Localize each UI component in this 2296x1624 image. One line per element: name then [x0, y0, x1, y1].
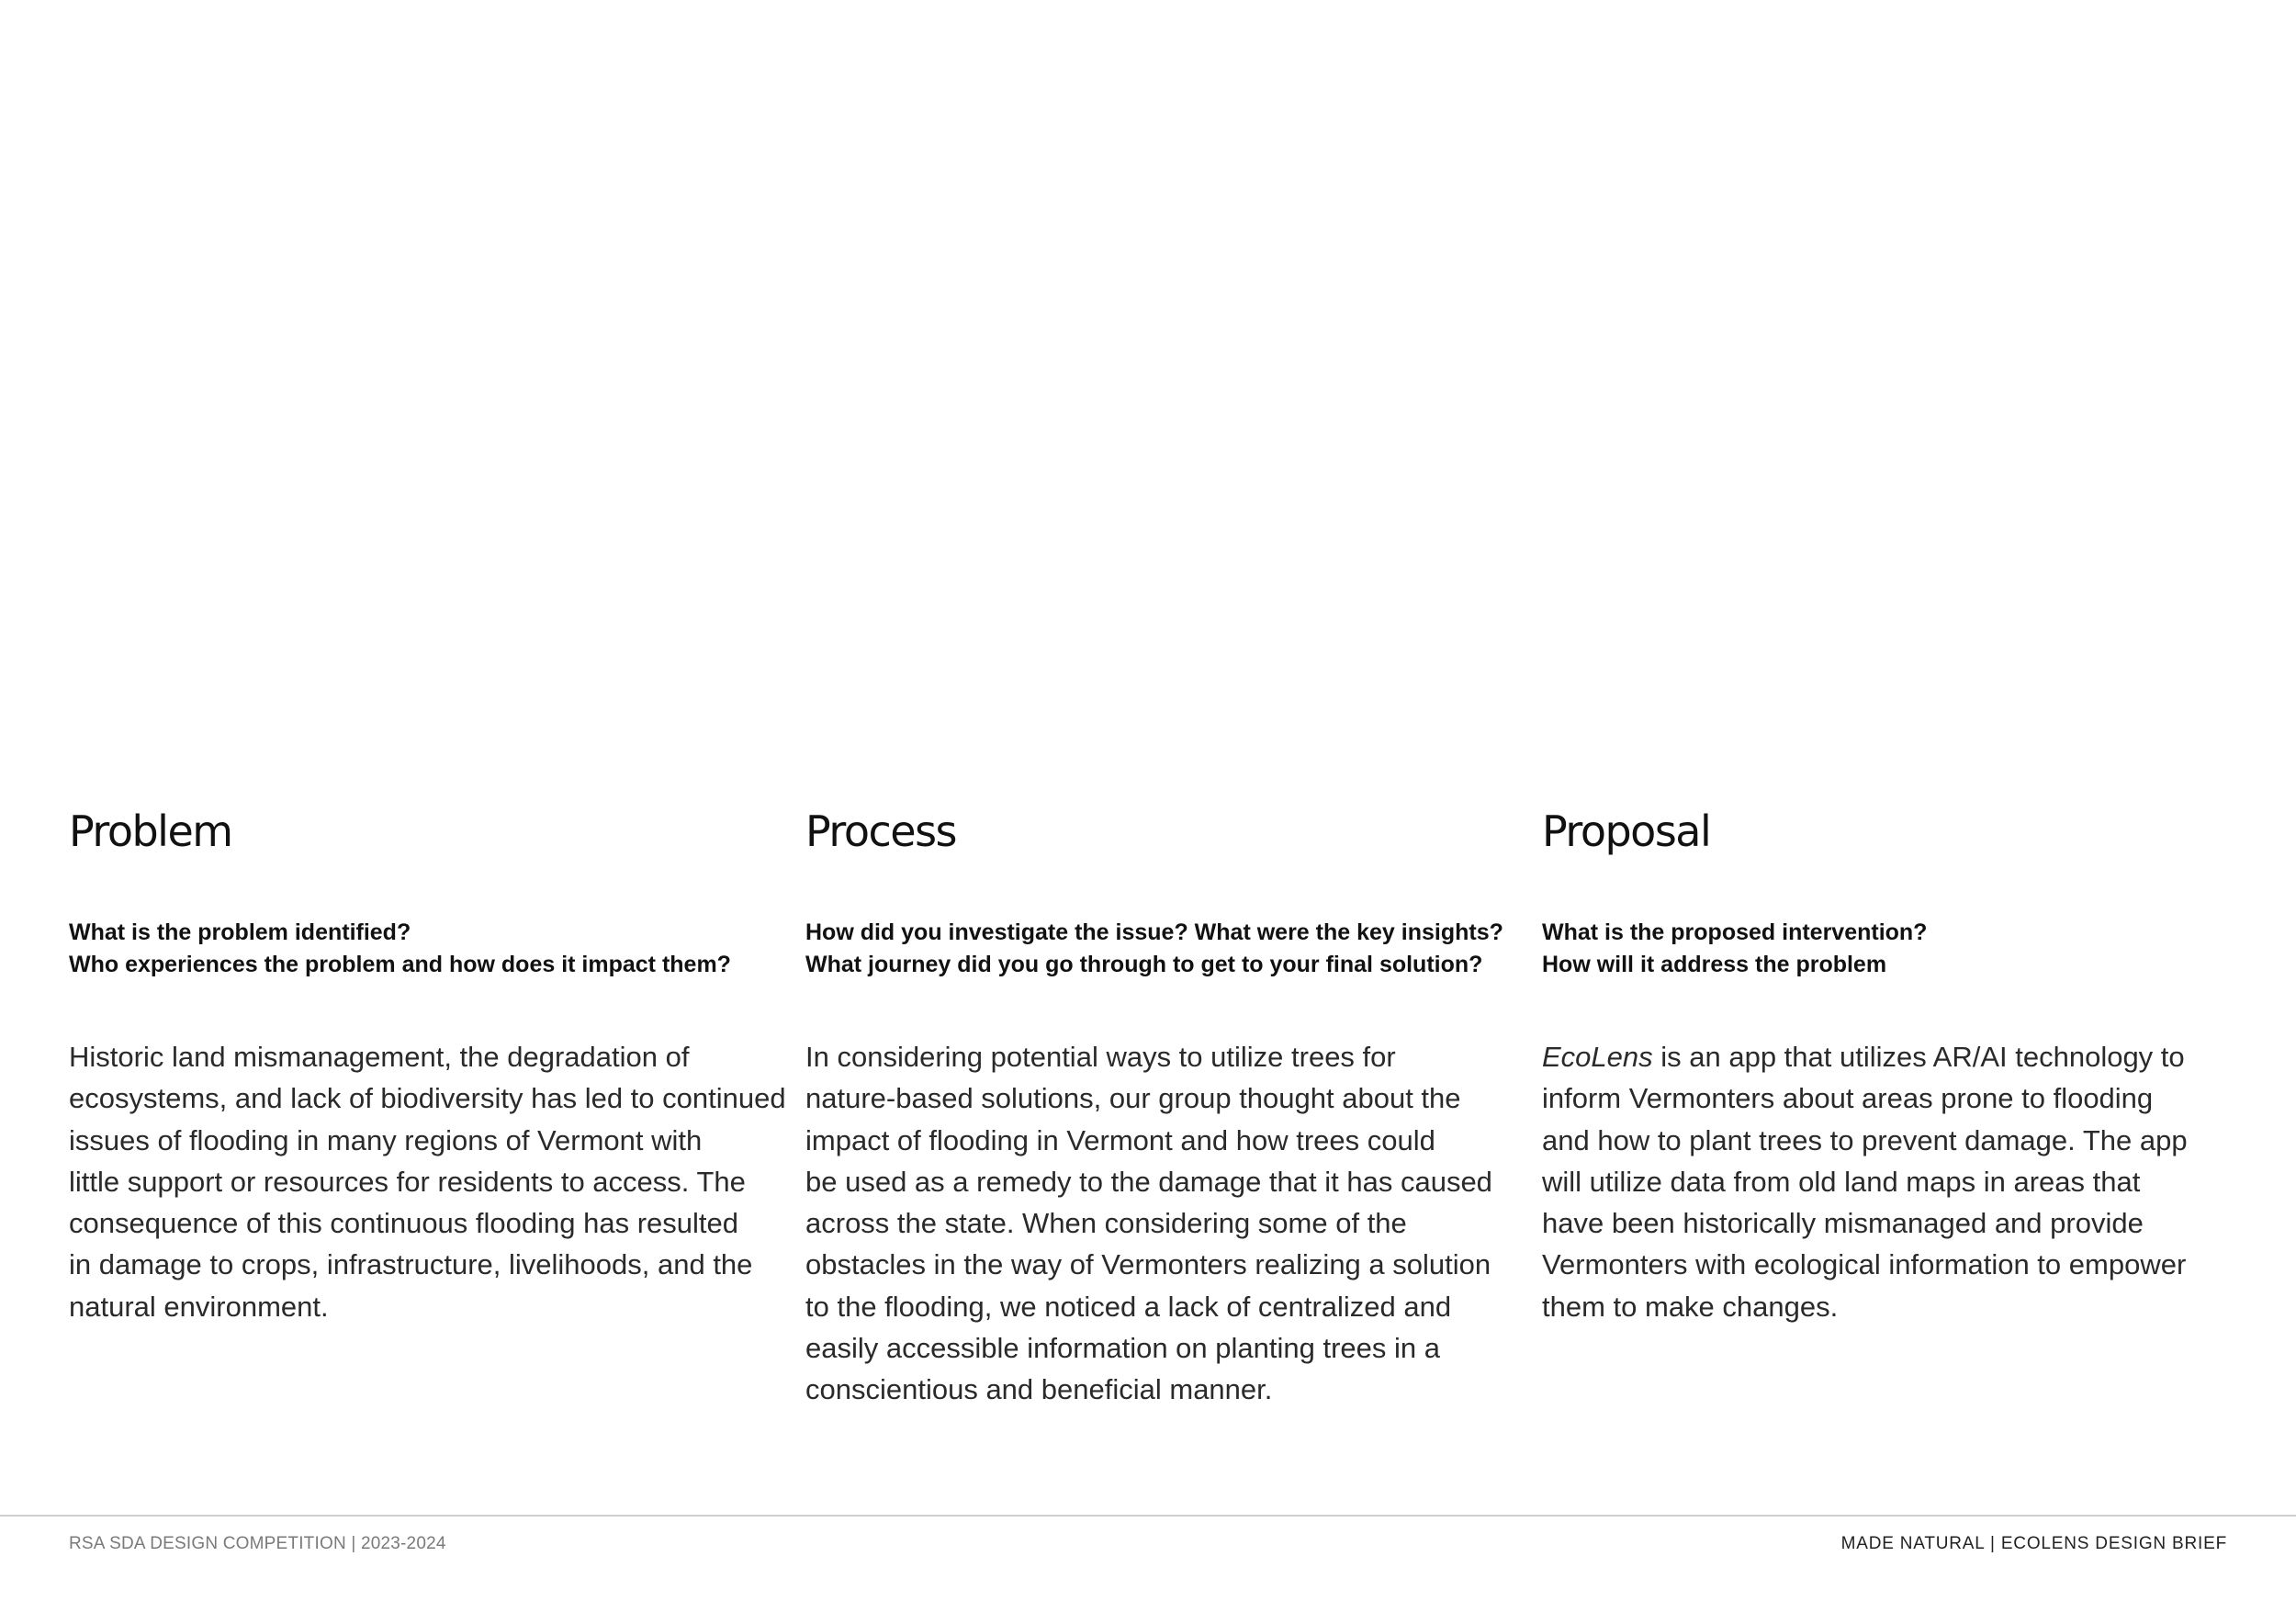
proposal-body-line: [1542, 1036, 2240, 1077]
process-body: [805, 1036, 1503, 1411]
process-body-line: impact of flooding in Vermont and how trees could: [805, 1123, 1435, 1156]
problem-body-line: issues of flooding in many regions of Vermont with: [69, 1123, 703, 1156]
process-body-line: conscientious and beneficial manner.: [805, 1373, 1273, 1406]
proposal-body-line: and how to plant trees to prevent damage. The app: [1542, 1123, 2188, 1156]
process-body-line: nature-based solutions, our group thought about the: [805, 1082, 1461, 1115]
problem-body-line: consequence of this continuous flooding has resulted: [69, 1207, 738, 1240]
process-question: How did you investigate the issue? What were the key insights?: [805, 919, 1503, 945]
problem-body: [69, 1036, 786, 1327]
process-body-line: be used as a remedy to the damage that it has caused: [805, 1165, 1492, 1198]
proposal-body: [1542, 1036, 2240, 1327]
proposal-body-line: have been historically mismanaged and provide: [1542, 1207, 2144, 1240]
ecolens-app-name: EcoLens: [1542, 1041, 1653, 1073]
proposal-title: Proposal: [1542, 806, 1711, 856]
problem-body-line: in damage to crops, infrastructure, livelihoods, and the: [69, 1248, 753, 1281]
footer-divider: [0, 1515, 2296, 1517]
proposal-body-line: them to make changes.: [1542, 1290, 1839, 1323]
problem-question: What is the problem identified?: [69, 919, 411, 945]
problem-body-line: natural environment.: [69, 1290, 329, 1323]
process-title: Process: [805, 806, 956, 856]
proposal-body-line: Vermonters with ecological information to empower: [1542, 1248, 2187, 1281]
process-questions: [805, 917, 1503, 981]
proposal-questions: [1542, 917, 2240, 981]
process-body-line: In considering potential ways to utilize trees for: [805, 1041, 1396, 1073]
problem-column: [69, 804, 786, 1327]
process-question: What journey did you go through to get to your final solution?: [805, 952, 1483, 977]
proposal-body-line: inform Vermonters about areas prone to flooding: [1542, 1082, 2154, 1115]
process-body-line: across the state. When considering some of the: [805, 1207, 1407, 1240]
process-column: [805, 804, 1503, 1411]
proposal-body-line: will utilize data from old land maps in areas that: [1542, 1165, 2141, 1198]
problem-title: Problem: [69, 806, 232, 856]
problem-body-line: little support or resources for residents to access. The: [69, 1165, 746, 1198]
problem-questions: [69, 917, 767, 981]
problem-body-line: ecosystems, and lack of biodiversity has led to continued: [69, 1082, 786, 1115]
process-body-line: easily accessible information on planting trees in a: [805, 1332, 1440, 1365]
proposal-question: What is the proposed intervention?: [1542, 919, 1928, 945]
problem-body-line: Historic land mismanagement, the degradation of: [69, 1041, 690, 1073]
process-body-line: to the flooding, we noticed a lack of centralized and: [805, 1290, 1452, 1323]
problem-question: Who experiences the problem and how does it impact them?: [69, 952, 731, 977]
footer-right-text: MADE NATURAL | ECOLENS DESIGN BRIEF: [1840, 1534, 2227, 1553]
footer-left-text: RSA SDA DESIGN COMPETITION | 2023-2024: [69, 1534, 446, 1553]
process-body-line: obstacles in the way of Vermonters realizing a solution: [805, 1248, 1491, 1281]
proposal-question: How will it address the problem: [1542, 952, 1887, 977]
proposal-body-line-rest: is an app that utilizes AR/AI technology to: [1652, 1041, 2185, 1073]
proposal-column: [1542, 804, 2240, 1327]
